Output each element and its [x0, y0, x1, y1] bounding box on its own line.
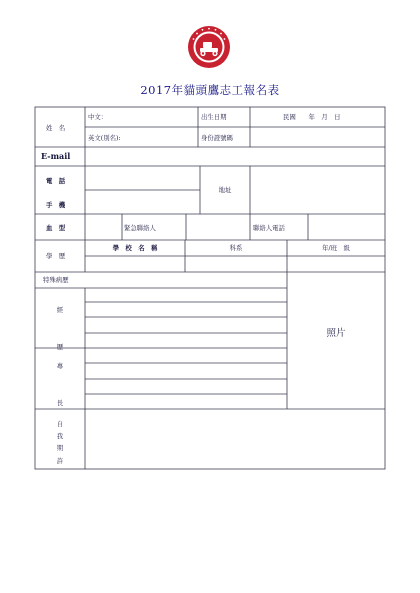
phone-field[interactable] — [86, 167, 199, 189]
birth-date-value: 民國 年 月 日 — [283, 113, 341, 121]
chinese-name-field[interactable] — [115, 108, 197, 126]
emergency-contact-label: 緊急聯絡人 — [124, 224, 156, 232]
name-label: 姓 名 — [46, 124, 66, 132]
address-field[interactable] — [251, 167, 384, 213]
experience-label: 經 歷 — [56, 306, 64, 351]
address-label: 地址 — [218, 186, 232, 194]
photo-placeholder-label: 照片 — [326, 328, 346, 339]
year-class-header: 年/班 級 — [322, 244, 350, 252]
education-label: 學 歷 — [46, 252, 66, 260]
mobile-label: 手 機 — [46, 201, 66, 209]
phone-label: 電 話 — [46, 177, 66, 185]
id-number-label: 身份證號碼 — [201, 134, 233, 142]
contact-phone-field[interactable] — [309, 215, 384, 239]
email-field[interactable] — [86, 148, 384, 165]
photo-field[interactable] — [288, 273, 384, 408]
id-number-field[interactable] — [251, 128, 384, 146]
mobile-field[interactable] — [86, 191, 199, 213]
emergency-contact-field[interactable] — [187, 215, 249, 239]
department-header: 科系 — [229, 244, 243, 252]
self-expectation-field[interactable] — [86, 410, 384, 468]
form-title: 2017年貓頭鷹志工報名表 — [140, 83, 280, 97]
medical-history-label: 特殊病歷 — [43, 276, 69, 284]
english-name-label: 英文(別名): — [88, 134, 121, 142]
email-label: E-mail — [41, 151, 71, 161]
chinese-name-label: 中文： — [88, 113, 108, 121]
school-name-header: 學 校 名 稱 — [112, 244, 158, 252]
birth-date-label: 出生日期 — [201, 113, 227, 121]
contact-phone-label: 聯絡人電話 — [253, 224, 285, 232]
blood-type-field[interactable] — [86, 215, 121, 239]
specialty-label: 專 長 — [56, 362, 64, 407]
self-expectation-label: 自 我 期 許 — [56, 420, 64, 465]
english-name-field[interactable] — [135, 128, 197, 146]
blood-type-label: 血 型 — [46, 224, 66, 232]
